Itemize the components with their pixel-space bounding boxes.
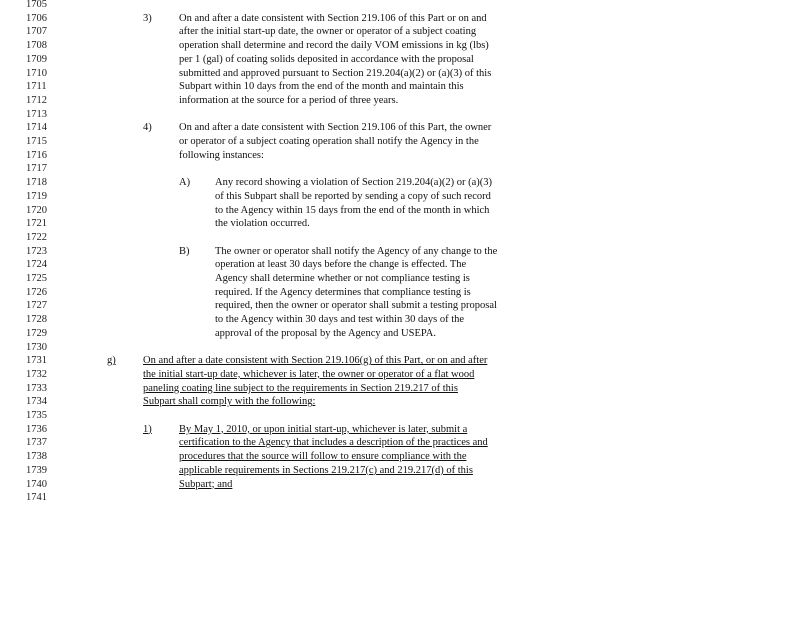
item-4-text-line: following instances: — [179, 149, 264, 161]
item-a-text-line: to the Agency within 15 days from the end of the month in which — [215, 204, 490, 216]
item-b-text-line: The owner or operator shall notify the Agency of any change to the — [215, 245, 498, 257]
line-number: 1724 — [26, 259, 47, 271]
item-1-text-line: certification to the Agency that includes a description of the practices and — [179, 437, 488, 449]
line-number: 1738 — [26, 451, 47, 463]
item-b-text-line: required, then the owner or operator shall submit a testing proposal — [215, 300, 497, 312]
line-number: 1711 — [26, 81, 47, 93]
item-b-text-line: required. If the Agency determines that compliance testing is — [215, 286, 471, 298]
item-3-text-line: Subpart within 10 days from the end of the month and maintain this — [179, 81, 464, 93]
line-number: 1735 — [26, 410, 47, 421]
line-number: 1708 — [26, 40, 47, 52]
line-number: 1726 — [26, 286, 47, 298]
item-3-text-line: information at the source for a period of three years. — [179, 94, 399, 106]
item-b-text-line: Agency shall determine whether or not compliance testing is — [215, 273, 470, 284]
item-1-text-line: By May 1, 2010, or upon initial start-up, whichever is later, submit a — [179, 423, 468, 435]
line-number: 1709 — [26, 53, 47, 65]
item-label-1: 1) — [143, 423, 152, 435]
line-number: 1716 — [26, 149, 47, 161]
item-4-text-line: or operator of a subject coating operation shall notify the Agency in the — [179, 136, 479, 147]
line-number: 1719 — [26, 190, 47, 202]
line-number: 1722 — [26, 231, 47, 243]
line-number: 1733 — [26, 382, 47, 394]
item-label-g: g) — [107, 355, 116, 367]
line-number: 1739 — [26, 464, 47, 476]
item-3-text-line: submitted and approved pursuant to Section 219.204(a)(2) or (a)(3) of this — [179, 67, 492, 79]
line-number: 1705 — [26, 0, 47, 10]
line-number: 1741 — [26, 492, 47, 504]
line-number: 1720 — [26, 204, 47, 216]
line-number: 1734 — [26, 396, 47, 408]
item-1-text-line: applicable requirements in Sections 219.217(c) and 219.217(d) of this — [179, 464, 473, 476]
item-3-text-line: per 1 (gal) of coating solids deposited in accordance with the proposal — [179, 53, 474, 65]
item-3-text-line: after the initial start-up date, the owner or operator of a subject coating — [179, 26, 477, 38]
item-3-text-line: On and after a date consistent with Section 219.106 of this Part or on and — [179, 12, 487, 24]
line-number: 1713 — [26, 108, 47, 120]
line-number: 1740 — [26, 478, 47, 490]
line-number: 1731 — [26, 355, 47, 367]
item-g-text-line: the initial start-up date, whichever is later, the owner or operator of a flat wood — [143, 368, 475, 380]
line-number: 1706 — [26, 12, 47, 24]
item-a-text-line: Any record showing a violation of Section 219.204(a)(2) or (a)(3) — [215, 177, 493, 189]
item-label-3: 3) — [143, 12, 152, 24]
item-a-text-line: of this Subpart shall be reported by sending a copy of such record — [215, 190, 491, 202]
line-number: 1729 — [26, 327, 47, 339]
line-number: 1715 — [26, 136, 47, 147]
line-number: 1737 — [26, 437, 47, 449]
line-number: 1714 — [26, 122, 47, 134]
item-label-4: 4) — [143, 122, 152, 134]
item-b-text-line: to the Agency within 30 days and test within 30 days of the — [215, 314, 465, 326]
item-a-text-line: the violation occurred. — [215, 218, 310, 230]
line-number: 1718 — [26, 177, 47, 189]
line-number: 1723 — [26, 245, 47, 257]
item-b-text-line: approval of the proposal by the Agency and USEPA. — [215, 327, 436, 339]
line-number: 1712 — [26, 94, 47, 106]
line-number: 1730 — [26, 341, 47, 353]
line-number: 1732 — [26, 368, 47, 380]
line-number: 1736 — [26, 423, 47, 435]
item-label-b: B) — [179, 245, 190, 257]
item-label-a: A) — [179, 177, 191, 189]
line-number: 1707 — [26, 26, 47, 38]
item-1-text-line: Subpart; and — [179, 478, 233, 490]
item-1-text-line: procedures that the source will follow to ensure compliance with the — [179, 451, 467, 463]
item-g-text-line: On and after a date consistent with Section 219.106(g) of this Part, or on and after — [143, 355, 488, 367]
item-3-text-line: operation shall determine and record the daily VOM emissions in kg (lbs) — [179, 40, 489, 52]
line-number: 1728 — [26, 314, 47, 326]
item-b-text-line: operation at least 30 days before the change is effected. The — [215, 259, 467, 271]
line-number: 1727 — [26, 300, 47, 312]
item-g-text-line: paneling coating line subject to the requirements in Section 219.217 of this — [143, 382, 458, 394]
item-4-text-line: On and after a date consistent with Section 219.106 of this Part, the owner — [179, 122, 492, 134]
line-number: 1710 — [26, 67, 47, 79]
line-number: 1725 — [26, 273, 47, 284]
line-number: 1717 — [26, 163, 47, 175]
item-g-text-line: Subpart shall comply with the following: — [143, 396, 316, 408]
line-number: 1721 — [26, 218, 47, 230]
